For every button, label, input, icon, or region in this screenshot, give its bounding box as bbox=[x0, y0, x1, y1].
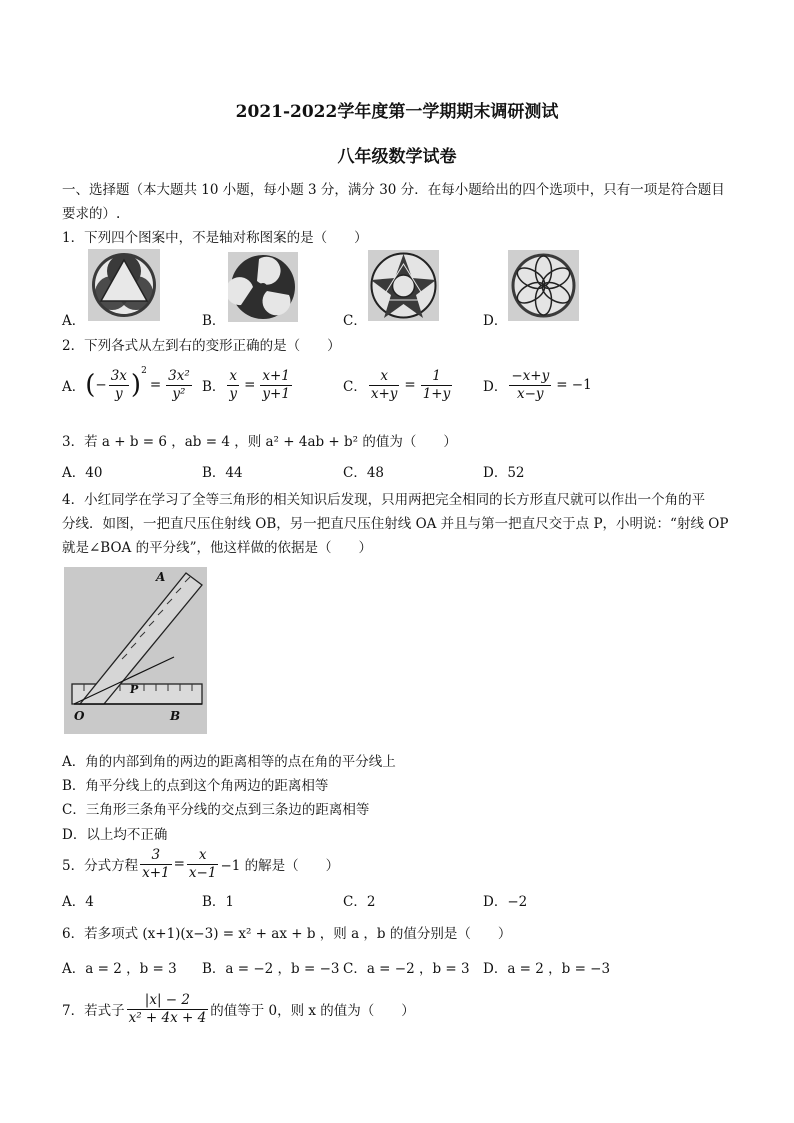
q2-b-rhs-denominator: y+1 bbox=[262, 385, 290, 402]
q6-option-b: B．a = −2 ，b = −3 bbox=[202, 961, 340, 977]
q7-stem bbox=[62, 988, 415, 1030]
q2-option-d-label: D． bbox=[483, 379, 508, 395]
q1-option-b-label: B． bbox=[202, 313, 226, 329]
q3-stem: 3．若 a + b = 6 ，ab = 4 ，则 a² + 4ab + b² 的值为（ ） bbox=[62, 434, 457, 450]
q5-rhs-numerator: x bbox=[187, 847, 219, 865]
figure-label-b: B bbox=[170, 709, 181, 723]
q2-a-rhs-numerator: 3x² bbox=[168, 367, 190, 384]
q7-numerator: |x| − 2 bbox=[127, 992, 209, 1010]
q1-stem: 1．下列四个图案中，不是轴对称图案的是（ ） bbox=[62, 230, 368, 246]
q2-option-a-label: A． bbox=[62, 379, 86, 395]
figure-b-swirl-pattern bbox=[228, 252, 298, 322]
q5-option-a: A．4 bbox=[62, 894, 94, 910]
q5-lhs-numerator: 3 bbox=[140, 847, 172, 865]
q2-option-d bbox=[483, 365, 592, 405]
q5-rhs-denominator: x−1 bbox=[188, 864, 217, 881]
q2-a-numerator: 3x bbox=[110, 367, 127, 384]
q2-b-lhs-numerator: x bbox=[227, 368, 239, 386]
section-instructions-line1: 一、选择题（本大题共 10 小题，每小题 3 分，满分 30 分．在每小题给出的四个选项中，只有一项是符合题目 bbox=[62, 182, 725, 198]
q1-option-a-label: A． bbox=[62, 313, 86, 329]
q5-equals: = bbox=[173, 856, 185, 872]
exam-subtitle: 八年级数学试卷 bbox=[337, 147, 457, 167]
q6-option-a: A．a = 2 ，b = 3 bbox=[62, 961, 177, 977]
q2-stem: 2．下列各式从左到右的变形正确的是（ ） bbox=[62, 338, 341, 354]
q4-option-d: D．以上均不正确 bbox=[62, 827, 168, 843]
q5-option-c: C．2 bbox=[343, 894, 376, 910]
q2-c-rhs-numerator: 1 bbox=[421, 368, 453, 386]
q2-d-denominator: x−y bbox=[516, 385, 544, 402]
figure-c-star-pattern bbox=[368, 250, 439, 321]
q3-option-a: A．40 bbox=[62, 465, 103, 481]
q4-stem-line1: 4．小红同学在学习了全等三角形的相关知识后发现，只用两把完全相同的长方形直尺就可以作出一个角的平 bbox=[62, 492, 706, 508]
q6-option-d: D．a = 2 ，b = −3 bbox=[483, 961, 611, 977]
q3-option-d: D．52 bbox=[483, 465, 525, 481]
q3-option-b: B．44 bbox=[202, 465, 243, 481]
q2-d-numerator: −x+y bbox=[511, 367, 550, 384]
q4-option-a: A．角的内部到角的两边的距离相等的点在角的平分线上 bbox=[62, 754, 396, 770]
q6-option-c: C．a = −2 ，b = 3 bbox=[343, 961, 470, 977]
q6-stem: 6．若多项式 (x+1)(x−3) = x² + ax + b ，则 a ，b 的值分别是（ ） bbox=[62, 926, 512, 942]
q2-option-c-label: C． bbox=[343, 379, 367, 395]
section-instructions-line2: 要求的）. bbox=[62, 206, 121, 222]
left-paren: ( bbox=[85, 370, 96, 400]
q3-option-c: C．48 bbox=[343, 465, 385, 481]
q4-option-b: B．角平分线上的点到这个角两边的距离相等 bbox=[62, 778, 329, 794]
q2-a-denominator: y bbox=[115, 385, 123, 402]
q2-option-b-label: B． bbox=[202, 379, 226, 395]
q1-option-c-label: C． bbox=[343, 313, 367, 329]
q2-option-a: A． ( − $\frac{3x}{y}$ ) $^2$ = $\frac{\text{3x²}}{\text{y²}}$ bbox=[62, 366, 190, 402]
q7-suffix: 的值等于 0，则 x 的值为（ ） bbox=[210, 1003, 415, 1019]
q5-prefix: 5．分式方程 bbox=[62, 858, 139, 874]
exam-title: 2021-2022学年度第一学期期末调研测试 bbox=[235, 102, 559, 122]
figure-d-flower-pattern bbox=[508, 250, 579, 321]
figure-two-rulers-angle-bisector bbox=[64, 567, 207, 734]
q2-b-lhs-denominator: y bbox=[229, 385, 238, 402]
q5-lhs-denominator: x+1 bbox=[142, 864, 170, 881]
q2-c-lhs-numerator: x bbox=[369, 368, 400, 386]
q7-prefix: 7．若式子 bbox=[62, 1003, 125, 1019]
figure-label-a: A bbox=[156, 570, 166, 584]
q4-option-c: C．三角形三条角平分线的交点到三条边的距离相等 bbox=[62, 802, 370, 818]
q2-a-rhs-denominator: y² bbox=[172, 385, 186, 402]
q5-option-d: D．−2 bbox=[483, 894, 528, 910]
q5-stem bbox=[62, 844, 339, 884]
q2-d-rhs: = −1 bbox=[556, 377, 592, 393]
q2-c-lhs-denominator: x+y bbox=[370, 385, 398, 402]
q2-c-rhs-denominator: 1+y bbox=[422, 385, 451, 402]
q4-stem-line2: 分线．如图，一把直尺压住射线 OB，另一把直尺压住射线 OA 并且与第一把直尺交于点 P，小明说：“射线 OP bbox=[62, 516, 729, 532]
q4-stem-line3: 就是∠BOA 的平分线”，他这样做的依据是（ ） bbox=[62, 540, 372, 556]
q5-suffix: −1 的解是（ ） bbox=[220, 858, 340, 874]
q5-option-b: B．1 bbox=[202, 894, 235, 910]
q2-option-b: B． $\frac{x}{y}$ = $\frac{x+1}{y+1}$ bbox=[202, 367, 290, 402]
figure-label-p: P bbox=[130, 683, 139, 696]
q2-option-c: C． $\frac{x}{x+y}$ = $\frac{1}{1+y}$ bbox=[343, 367, 451, 402]
right-paren: ) bbox=[130, 370, 142, 400]
q7-denominator: x² + 4x + 4 bbox=[128, 1009, 207, 1026]
figure-label-o: O bbox=[74, 709, 85, 723]
q2-b-rhs-numerator: x+1 bbox=[260, 368, 292, 386]
figure-a-triangle-circle-pattern bbox=[88, 249, 160, 321]
q1-option-d-label: D． bbox=[483, 313, 508, 329]
